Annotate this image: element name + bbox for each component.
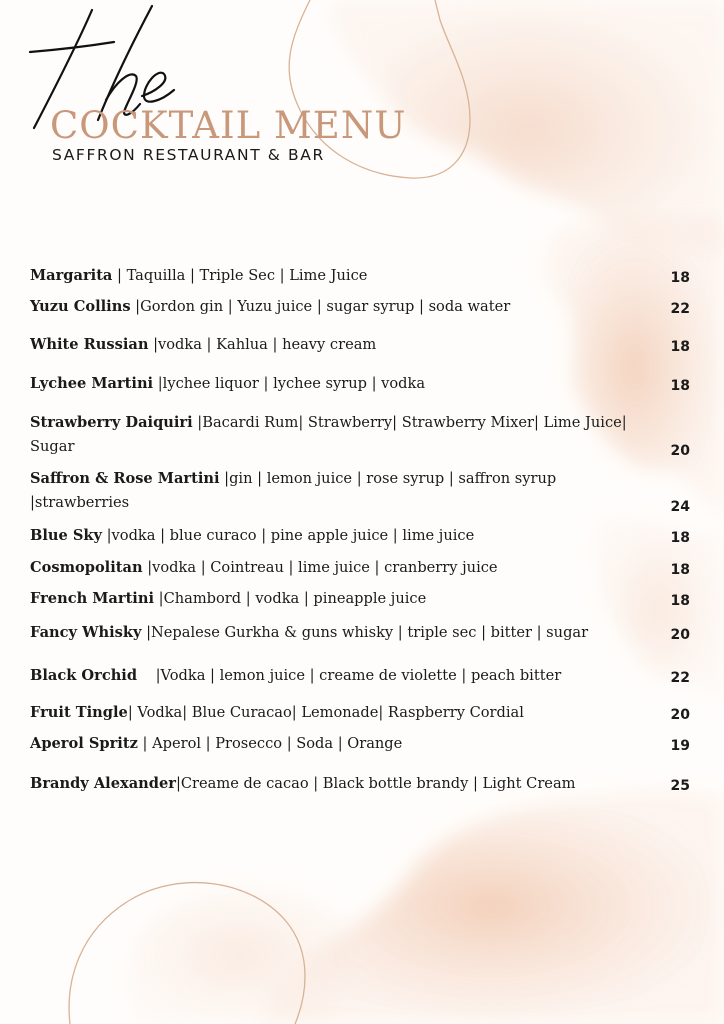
item-price: 20	[670, 707, 690, 723]
item-ingredients: |vodka | blue curaco | pine apple juice | lime juice	[102, 527, 475, 544]
item-price: 18	[670, 530, 690, 546]
item-price: 25	[670, 778, 690, 794]
item-name: Blue Sky	[30, 527, 102, 544]
item-ingredients: |Gordon gin | Yuzu juice | sugar syrup | soda water	[130, 298, 511, 315]
item-name: Yuzu Collins	[30, 298, 131, 315]
item-price: 22	[670, 301, 690, 317]
item-name: Lychee Martini	[30, 375, 154, 392]
menu-item	[30, 333, 690, 357]
item-ingredients: |Bacardi Rum| Strawberry| Strawberry Mixer| Lime Juice| Sugar	[30, 414, 627, 455]
item-price: 18	[670, 378, 690, 394]
item-ingredients: |Nepalese Gurkha & guns whisky | triple sec | bitter | sugar	[141, 624, 589, 641]
item-price: 18	[670, 593, 690, 609]
item-price: 24	[670, 499, 690, 515]
menu-item	[30, 467, 690, 515]
item-ingredients: | Aperol | Prosecco | Soda | Orange	[137, 735, 403, 752]
item-price: 18	[670, 339, 690, 355]
item-name: Saffron & Rose Martini	[30, 470, 220, 487]
menu-item	[30, 701, 690, 725]
item-price: 19	[670, 738, 690, 754]
item-ingredients: |lychee liquor | lychee syrup | vodka	[153, 375, 426, 392]
item-price: 20	[670, 443, 690, 459]
menu-item	[30, 772, 690, 796]
item-ingredients: |Creame de cacao | Black bottle brandy | Light Cream	[175, 775, 576, 792]
item-ingredients: |vodka | Kahlua | heavy cream	[148, 336, 377, 353]
menu-item	[30, 621, 690, 645]
item-name: Fancy Whisky	[30, 624, 142, 641]
menu-item	[30, 372, 690, 396]
item-name: Black Orchid	[30, 667, 138, 684]
item-price: 18	[670, 270, 690, 286]
item-price: 18	[670, 562, 690, 578]
menu-item	[30, 732, 690, 756]
restaurant-name: SAFFRON RESTAURANT & BAR	[52, 146, 325, 164]
item-ingredients: |Chambord | vodka | pineapple juice	[154, 590, 427, 607]
menu-item	[30, 556, 690, 580]
item-ingredients: | Taquilla | Triple Sec | Lime Juice	[112, 267, 368, 284]
item-ingredients: |vodka | Cointreau | lime juice | cranberry juice	[142, 559, 498, 576]
item-name: Aperol Spritz	[30, 735, 138, 752]
item-ingredients: |Vodka | lemon juice | creame de violette | peach bitter	[137, 667, 562, 684]
menu-item	[30, 524, 690, 548]
item-name: Fruit Tingle	[30, 704, 128, 721]
item-ingredients: | Vodka| Blue Curacao| Lemonade| Raspberry Cordial	[127, 704, 524, 721]
menu-title: COCKTAIL MENU	[50, 104, 407, 147]
item-price: 22	[670, 670, 690, 686]
item-price: 20	[670, 627, 690, 643]
item-name: Margarita	[30, 267, 113, 284]
item-name: White Russian	[30, 336, 149, 353]
item-ingredients: |gin | lemon juice | rose syrup | saffron syrup |strawberries	[30, 470, 557, 511]
menu-item	[30, 411, 690, 459]
item-name: Strawberry Daiquiri	[30, 414, 193, 431]
menu-item	[30, 587, 690, 611]
menu-item	[30, 295, 690, 319]
menu-item	[30, 664, 690, 688]
menu-item	[30, 264, 690, 288]
item-name: Brandy Alexander	[30, 775, 176, 792]
item-name: Cosmopolitan	[30, 559, 143, 576]
item-name: French Martini	[30, 590, 155, 607]
